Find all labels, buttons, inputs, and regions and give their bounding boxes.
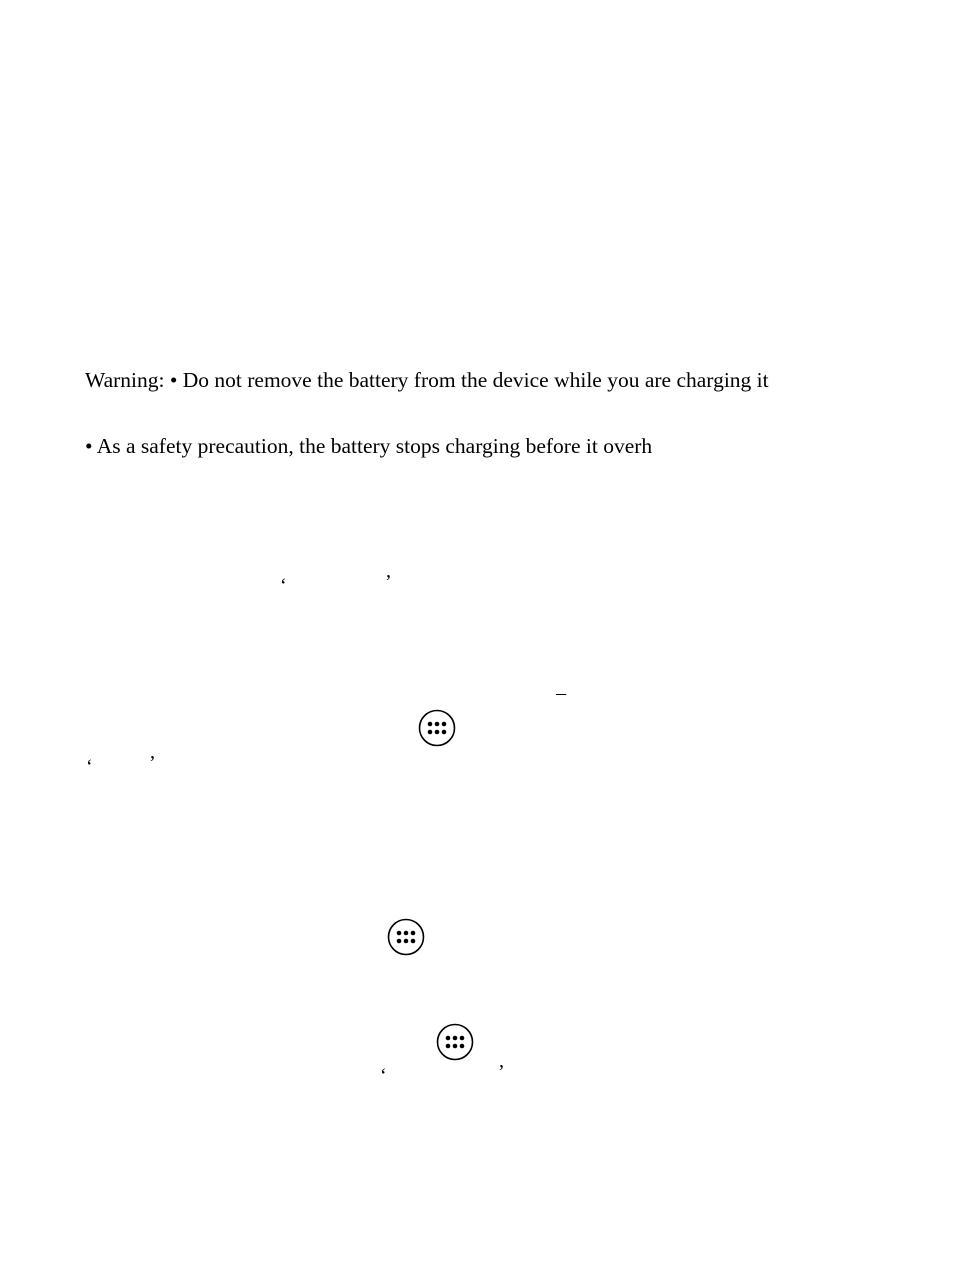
apps-grid-icon — [436, 1023, 474, 1061]
safety-precaution-line: • As a safety precaution, the battery stops charging before it overh — [85, 434, 653, 458]
dash-mark: – — [556, 682, 566, 704]
open-quote-mark-2: ‘ — [86, 756, 93, 778]
open-quote-mark-1: ‘ — [280, 575, 287, 597]
warning-line: Warning: • Do not remove the battery from the device while you are charging it — [85, 368, 769, 392]
close-quote-mark-3: ’ — [498, 1061, 505, 1083]
apps-grid-icon — [418, 709, 456, 747]
close-quote-mark-1: ’ — [385, 571, 392, 593]
apps-grid-icon — [387, 918, 425, 956]
open-quote-mark-3: ‘ — [380, 1065, 387, 1087]
close-quote-mark-2: ’ — [149, 752, 156, 774]
